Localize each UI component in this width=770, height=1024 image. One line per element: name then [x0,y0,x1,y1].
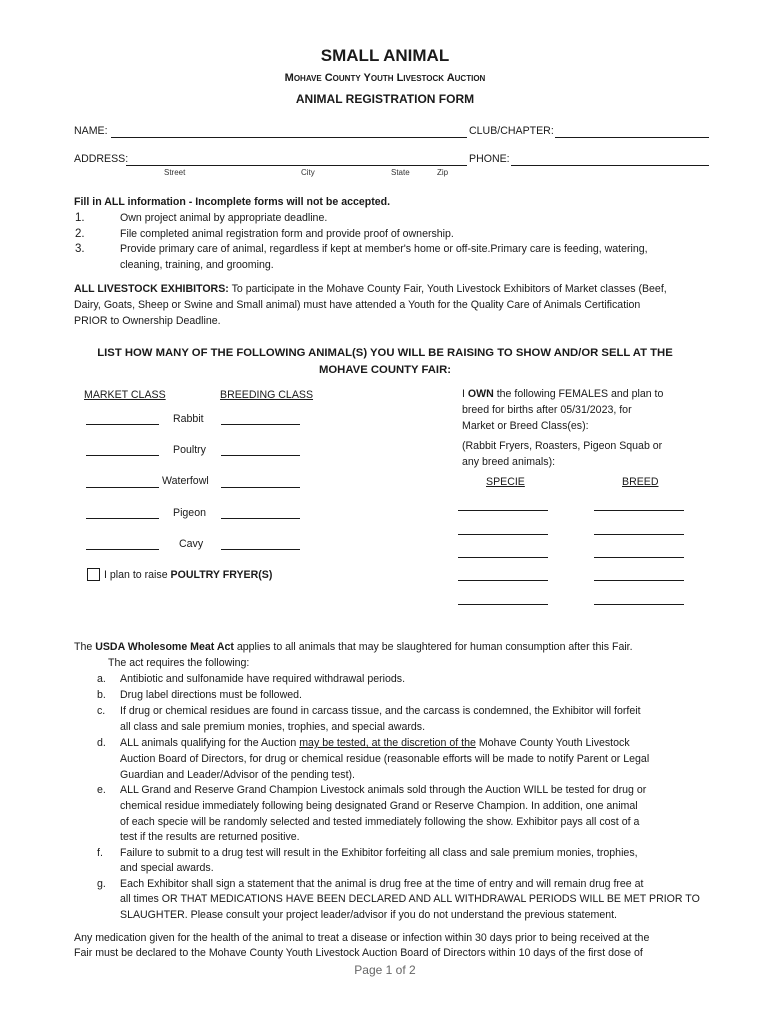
usda-letter-e: e. [97,784,106,796]
usda-item-c-1: If drug or chemical residues are found in carcass tissue, and the carcass is condemned, the Exhibitor will forfeit [120,705,641,717]
usda-letter-a: a. [97,673,106,685]
market-rabbit-field[interactable] [86,424,159,425]
breeding-rabbit-field[interactable] [221,424,300,425]
specie-field-4[interactable] [458,580,548,581]
club-field[interactable] [555,137,709,138]
poultry-fryer-prefix: I plan to raise [104,569,171,581]
usda-intro-rest: applies to all animals that may be slaughtered for human consumption after this Fair. [233,641,633,653]
usda-item-g-1: Each Exhibitor shall sign a statement that the animal is drug free at the time of entry and will remain drug free at [120,878,644,890]
breed-field-2[interactable] [594,534,684,535]
own-prefix: I [462,388,468,400]
usda-item-e-2: chemical residue immediately following being designated Grand or Reserve Champion. In addition, one animal [120,800,638,812]
breeding-cavy-field[interactable] [221,549,300,550]
address-field[interactable] [126,165,467,166]
usda-item-d-2: Auction Board of Directors, for drug or chemical residue (reasonable efforts will be made to notify Parent or Legal [120,753,650,765]
exhibitors-line-2: Dairy, Goats, Sheep or Swine and Small animal) must have attended a Youth for the Quality Care of Animals Certification [74,299,641,311]
club-label: CLUB/CHAPTER: [469,125,554,137]
exhibitors-label: ALL LIVESTOCK EXHIBITORS: [74,283,229,295]
registration-form-title: ANIMAL REGISTRATION FORM [295,92,475,106]
animal-label-rabbit: Rabbit [173,413,204,425]
instruction-text-1: Own project animal by appropriate deadline. [120,212,328,224]
own-text-1: the following FEMALES and plan to [493,388,664,400]
market-class-header: MARKET CLASS [84,389,166,401]
market-pigeon-field[interactable] [86,518,159,519]
instruction-text-3: Provide primary care of animal, regardless if kept at member's home or off-site.Primary care is feeding, watering, [120,243,648,255]
usda-intro-prefix: The [74,641,96,653]
own-line-5: any breed animals): [462,456,556,468]
form-subtitle: Mohave County Youth Livestock Auction [284,72,486,84]
usda-item-d-part3: Mohave County Youth Livestock [475,737,630,749]
specie-field-5[interactable] [458,604,548,605]
own-line-4: (Rabbit Fryers, Roasters, Pigeon Squab or [462,440,663,452]
usda-item-g-2: all times OR THAT MEDICATIONS HAVE BEEN DECLARED AND ALL WITHDRAWAL PERIODS WILL BE MET PRIOR TO [120,893,700,905]
own-line-2: breed for births after 05/31/2023, for [462,404,632,416]
name-label: NAME: [74,125,108,137]
exhibitors-text-1: To participate in the Mohave County Fair, Youth Livestock Exhibitors of Market classes (Beef, [228,283,667,295]
own-line-1 [462,388,663,400]
specie-header: SPECIE [486,476,525,488]
breed-field-4[interactable] [594,580,684,581]
instruction-num-2: 2. [75,228,85,240]
usda-item-e-1: ALL Grand and Reserve Grand Champion Livestock animals sold through the Auction WILL be tested for drug or [120,784,647,796]
phone-field[interactable] [511,165,709,166]
specie-field-2[interactable] [458,534,548,535]
breed-header: BREED [622,476,659,488]
breeding-waterfowl-field[interactable] [221,487,300,488]
specie-field-1[interactable] [458,510,548,511]
usda-letter-c: c. [97,705,106,717]
instruction-text-3-cont: cleaning, training, and grooming. [120,259,274,271]
usda-item-f-2: and special awards. [120,862,214,874]
breed-field-1[interactable] [594,510,684,511]
market-cavy-field[interactable] [86,549,159,550]
instructions-heading: Fill in ALL information - Incomplete forms will not be accepted. [74,196,391,208]
usda-item-e-4: test if the results are returned positive. [120,831,300,843]
own-line-3: Market or Breed Class(es): [462,420,589,432]
own-bold: OWN [467,388,494,400]
usda-item-d-part1: ALL animals qualifying for the Auction [120,737,300,749]
poultry-fryer-bold: POULTRY FRYER(S) [170,569,273,581]
city-caption: City [301,168,315,177]
animal-label-pigeon: Pigeon [173,507,206,519]
name-field[interactable] [111,137,467,138]
specie-field-3[interactable] [458,557,548,558]
usda-letter-g: g. [97,878,106,890]
animal-label-poultry: Poultry [173,444,206,456]
usda-act-name: USDA Wholesome Meat Act [95,641,234,653]
usda-requires: The act requires the following: [108,657,250,669]
exhibitors-line-1 [74,283,667,295]
breeding-pigeon-field[interactable] [221,518,300,519]
street-caption: Street [164,168,186,177]
breed-field-3[interactable] [594,557,684,558]
breed-field-5[interactable] [594,604,684,605]
breeding-poultry-field[interactable] [221,455,300,456]
usda-item-g-3: SLAUGHTER. Please consult your project leader/advisor if you do not understand the previous statement. [120,909,617,921]
instruction-num-3: 3. [75,243,85,255]
usda-item-a: Antibiotic and sulfonamide have required withdrawal periods. [120,673,406,685]
animals-heading-1: LIST HOW MANY OF THE FOLLOWING ANIMAL(S) YOU WILL BE RAISING TO SHOW AND/OR SELL AT THE [97,347,673,359]
animals-heading-2: MOHAVE COUNTY FAIR: [318,364,451,376]
usda-item-d-1 [120,737,630,749]
poultry-fryer-label [104,569,272,581]
usda-item-b: Drug label directions must be followed. [120,689,302,701]
usda-item-c-2: all class and sale premium monies, trophies, and special awards. [120,721,426,733]
usda-letter-f: f. [97,847,103,859]
usda-item-e-3: of each specie will be randomly selected and tested immediately following the show. Exhibitor pays all cost of a [120,816,640,828]
breeding-class-header: BREEDING CLASS [220,389,314,401]
zip-caption: Zip [437,168,449,177]
usda-letter-d: d. [97,737,106,749]
usda-intro [74,641,633,653]
medication-line-2: Fair must be declared to the Mohave County Youth Livestock Auction Board of Directors within 10 days of the first dose of [74,947,643,959]
phone-label: PHONE: [469,153,510,165]
instruction-num-1: 1. [75,212,85,224]
medication-line-1: Any medication given for the health of the animal to treat a disease or infection within 30 days prior to being received at the [74,932,650,944]
address-label: ADDRESS: [74,153,129,165]
page-number: Page 1 of 2 [354,963,416,977]
exhibitors-line-3: PRIOR to Ownership Deadline. [74,315,221,327]
animal-label-waterfowl: Waterfowl [162,475,209,487]
market-poultry-field[interactable] [86,455,159,456]
poultry-fryer-checkbox[interactable] [87,568,100,581]
usda-item-f-1: Failure to submit to a drug test will result in the Exhibitor forfeiting all class and sale premium monies, trophies, [120,847,638,859]
animal-label-cavy: Cavy [179,538,204,550]
state-caption: State [391,168,410,177]
market-waterfowl-field[interactable] [86,487,159,488]
form-title: SMALL ANIMAL [320,46,450,65]
instruction-text-2: File completed animal registration form and provide proof of ownership. [120,228,454,240]
usda-item-d-underlined: may be tested, at the discretion of the [299,737,476,749]
usda-letter-b: b. [97,689,106,701]
usda-item-d-3: Guardian and Leader/Advisor of the pending test). [120,769,355,781]
